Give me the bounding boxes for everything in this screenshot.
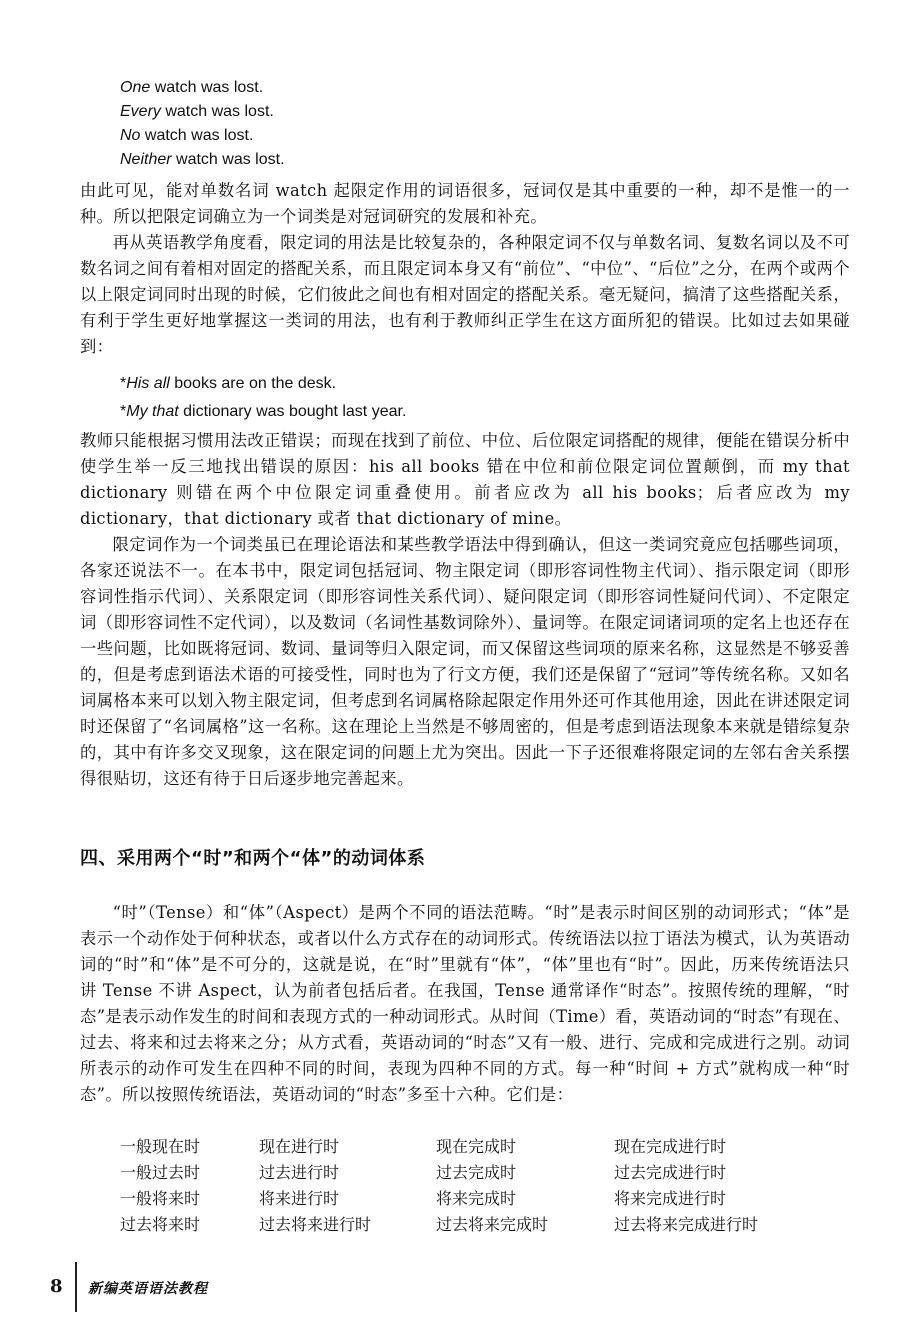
paragraph: “时”（Tense）和“体”（Aspect）是两个不同的语法范畴。“时”是表示时间区别的动词形式；“体”是表示一个动作处于何种状态，或者以什么方式存在的动词形式。传统语法以拉丁语法为模式，认为英语动词的“时”和“体”是不可分的，这就是说，在“时”里就有“体”，“体”里也有“时”。因此，历来传统语法只讲 Tense 不讲 Aspect，认为前者包括后者。在我国，Tense 通常译作“时态”。按照传统的理解，“时态”是表示动作发生的时间和表现方式的一种动词形式。从时间（Time）看，英语动词的“时态”有现在、过去、将来和过去将来之分；从方式看，英语动词的“时态”又有一般、进行、完成和完成进行之别。动词所表示的动作可发生在四种不同的时间，表现为四种不同的方式。每一种“时间 + 方式”就构成一种“时态”。所以按照传统语法，英语动词的“时态”多至十六种。它们是： — [80, 903, 850, 1104]
running-footer-book-title: 新编英语语法教程 — [88, 1281, 208, 1297]
tense-row — [120, 1212, 814, 1238]
paragraph: 由此可见，能对单数名词 watch 起限定作用的词语很多，冠词仅是其中重要的一种，却不是惟一的一种。所以把限定词确立为一个词类是对冠词研究的发展和补充。 — [80, 181, 850, 226]
tense-row — [120, 1134, 814, 1160]
tense-cell: 过去将来完成进行时 — [614, 1215, 759, 1234]
footer-divider — [75, 1262, 77, 1312]
tense-cell: 将来完成时 — [436, 1189, 517, 1208]
tense-cell: 现在完成时 — [436, 1137, 517, 1156]
tense-row — [120, 1160, 814, 1186]
section-heading: 四、采用两个“时”和两个“体”的动词体系 — [80, 848, 426, 869]
tense-cell: 过去将来时 — [120, 1215, 201, 1234]
tense-cell: 过去完成进行时 — [614, 1163, 727, 1182]
example-sentence: Neither watch was lost. — [120, 151, 285, 168]
tense-cell: 将来完成进行时 — [614, 1189, 727, 1208]
tense-row — [120, 1186, 814, 1212]
example-sentences-determiners — [120, 76, 285, 172]
tense-cell: 过去进行时 — [259, 1163, 340, 1182]
tense-cell: 一般将来时 — [120, 1189, 201, 1208]
example-sentence: Every watch was lost. — [120, 103, 274, 120]
tense-cell: 将来进行时 — [259, 1189, 340, 1208]
tense-cell: 过去将来完成时 — [436, 1215, 549, 1234]
error-example-sentence: *My that dictionary was bought last year. — [120, 403, 407, 420]
paragraph: 再从英语教学角度看，限定词的用法是比较复杂的，各种限定词不仅与单数名词、复数名词以及不可数名词之间有着相对固定的搭配关系，而且限定词本身又有“前位”、“中位”、“后位”之分，在两个或两个以上限定词同时出现的时候，它们彼此之间也有相对固定的搭配关系。毫无疑问，搞清了这些搭配关系，有利于学生更好地掌握这一类词的用法，也有利于教师纠正学生在这方面所犯的错误。比如过去如果碰到： — [80, 233, 850, 356]
error-example-sentence: *His all books are on the desk. — [120, 375, 337, 392]
paragraph: 限定词作为一个词类虽已在理论语法和某些教学语法中得到确认，但这一类词究竟应包括哪些词项，各家还说法不一。在本书中，限定词包括冠词、物主限定词（即形容词性物主代词）、指示限定词（即形容词性指示代词）、关系限定词（即形容词性关系代词）、疑问限定词（即形容词性疑问代词）、不定限定词（即形容词性不定代词），以及数词（名词性基数词除外）、量词等。在限定词诸词项的定名上也还存在一些问题，比如既将冠词、数词、量词等归入限定词，而又保留这些词项的原来名称，这显然是不够妥善的，但是考虑到语法术语的可接受性，同时也为了行文方便，我们还是保留了“冠词”等传统名称。又如名词属格本来可以划入物主限定词，但考虑到名词属格除起限定作用外还可作其他用途，因此在讲述限定词时还保留了“名词属格”这一名称。这在理论上当然是不够周密的，但是考虑到语法现象本来就是错综复杂的，其中有许多交叉现象，这在限定词的问题上尤为突出。因此一下子还很难将限定词的左邻右舍关系摆得很贴切，这还有待于日后逐步地完善起来。 — [80, 535, 850, 788]
tense-cell: 一般现在时 — [120, 1137, 201, 1156]
tense-cell: 现在进行时 — [259, 1137, 340, 1156]
tense-cell: 现在完成进行时 — [614, 1137, 727, 1156]
example-sentences-errors — [120, 370, 406, 426]
tense-list — [120, 1134, 814, 1238]
tense-cell: 一般过去时 — [120, 1163, 201, 1182]
body-text-block-a — [80, 178, 850, 360]
tense-cell: 过去完成时 — [436, 1163, 517, 1182]
page-number: 8 — [50, 1276, 63, 1297]
body-text-block-c — [80, 900, 850, 1108]
body-text-block-b — [80, 428, 850, 792]
example-sentence: One watch was lost. — [120, 79, 264, 96]
tense-cell: 过去将来进行时 — [259, 1215, 372, 1234]
paragraph: 教师只能根据习惯用法改正错误；而现在找到了前位、中位、后位限定词搭配的规律，便能在错误分析中使学生举一反三地找出错误的原因：his all books 错在中位和前位限定词位置颠倒，而 my that dictionary 则错在两个中位限定词重叠使用。前者应改为 all his books；后者应改为 my dictionary，that dictionary 或者 that dictionary of mine。 — [80, 431, 850, 528]
example-sentence: No watch was lost. — [120, 127, 254, 144]
